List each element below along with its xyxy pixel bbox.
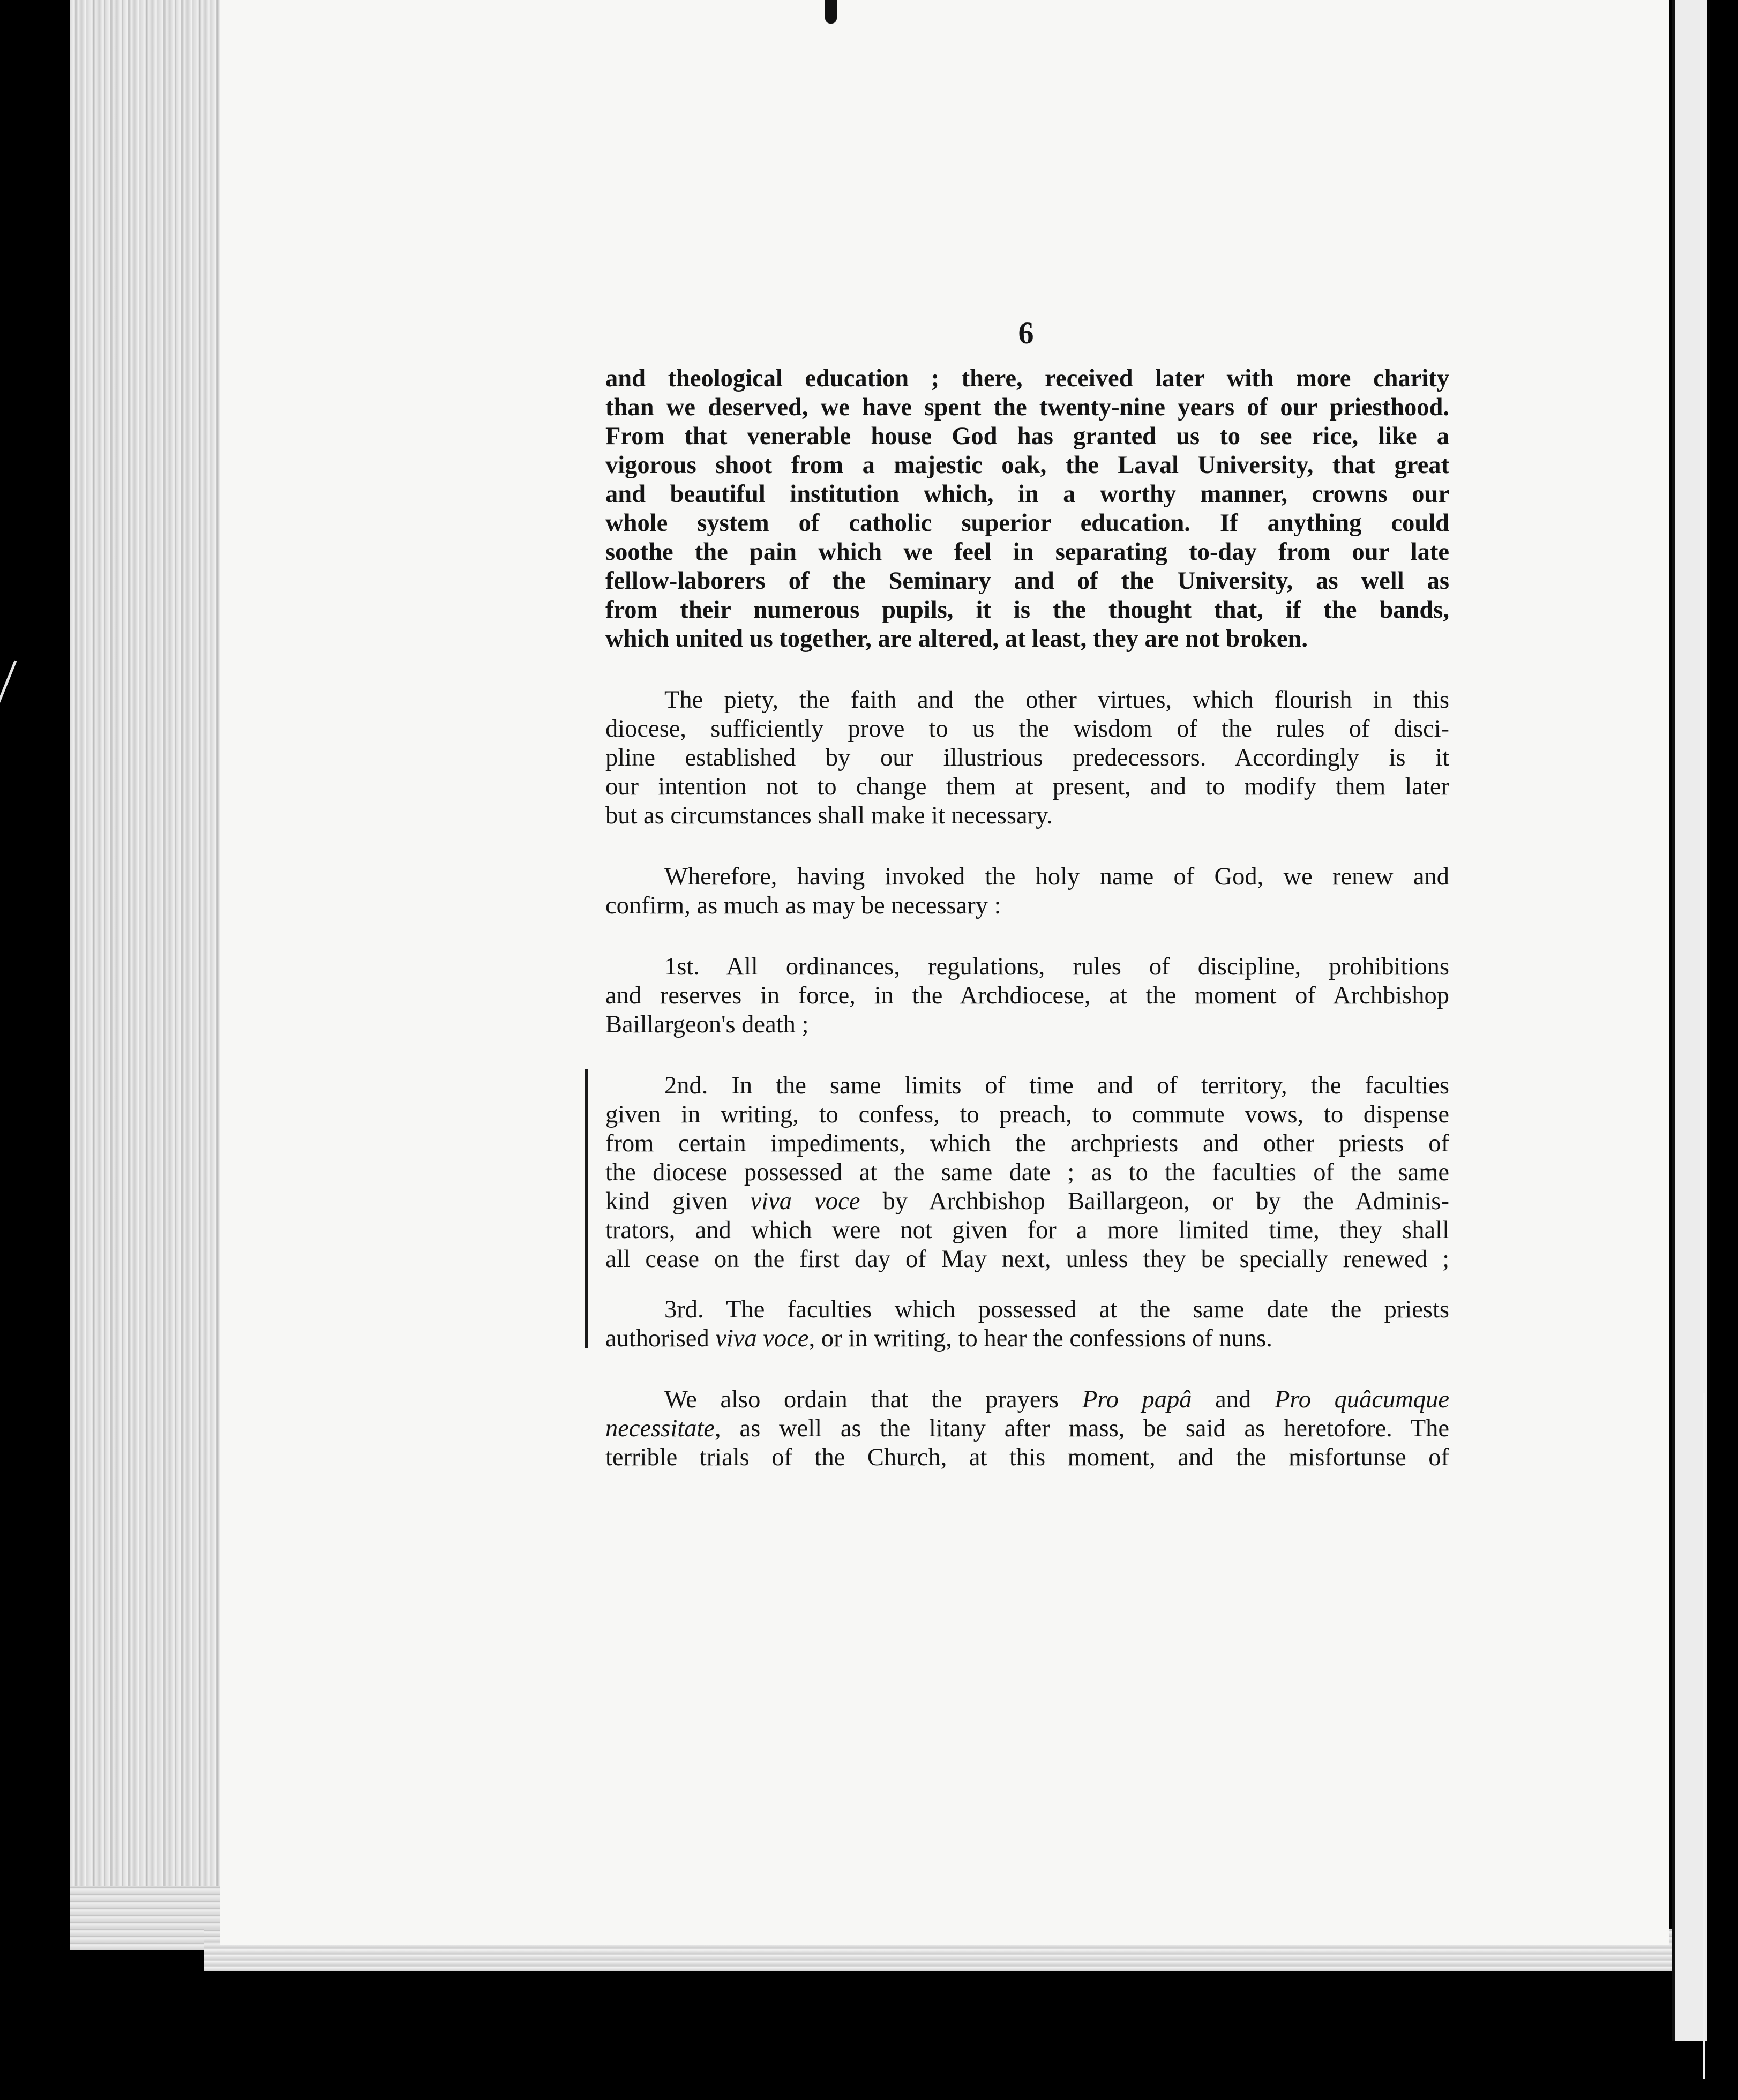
text-line: from their numerous pupils, it is the thought that, if the bands,	[605, 596, 1449, 624]
text-line: and theological education ; there, received later with more charity	[605, 365, 1449, 392]
text-line: than we deserved, we have spent the twenty-nine years of our priesthood.	[605, 394, 1449, 421]
text-line: kind given viva voce by Archbishop Baillargeon, or by the Adminis-	[605, 1188, 1450, 1215]
body-text	[605, 364, 1449, 1472]
paragraph	[605, 952, 1449, 1039]
text-line: vigorous shoot from a majestic oak, the Laval University, that great	[605, 452, 1449, 479]
text-line: and reserves in force, in the Archdiocese, at the moment of Archbishop	[605, 982, 1449, 1009]
paragraph	[605, 686, 1449, 830]
text-line: From that venerable house God has granted us to see rice, like a	[605, 423, 1449, 450]
text-line: soothe the pain which we feel in separating to-day from our late	[605, 538, 1449, 566]
text-line: We also ordain that the prayers Pro papâ and Pro quâcumque	[664, 1386, 1449, 1413]
page-number: 6	[1018, 316, 1034, 350]
text-line: whole system of catholic superior education. If anything could	[605, 509, 1449, 537]
margin-bracket	[585, 1069, 597, 1348]
text-line: pline established by our illustrious predecessors. Accordingly is it	[605, 744, 1449, 771]
text-line: Baillargeon's death ;	[605, 1011, 809, 1038]
text-line: the diocese possessed at the same date ; as to the faculties of the same	[605, 1159, 1449, 1186]
text-line: 2nd. In the same limits of time and of territory, the faculties	[664, 1072, 1449, 1099]
text-line: 1st. All ordinances, regulations, rules of discipline, prohibitions	[664, 953, 1449, 980]
page-edge-mark	[0, 661, 47, 738]
text-line: terrible trials of the Church, at this moment, and the misfortunse of	[605, 1444, 1449, 1471]
text-line: necessitate, as well as the litany after mass, be said as heretofore. The	[605, 1415, 1449, 1442]
ink-mark	[825, 0, 837, 24]
text-line: authorised viva voce, or in writing, to hear the confessions of nuns.	[605, 1325, 1272, 1352]
next-page-line	[1703, 1393, 1705, 2079]
text-line: but as circumstances shall make it necessary.	[605, 802, 1053, 829]
text-line: given in writing, to confess, to preach, to commute vows, to dispense	[605, 1101, 1449, 1128]
text-line: Wherefore, having invoked the holy name of God, we renew and	[664, 863, 1449, 890]
text-line: The piety, the faith and the other virtues, which flourish in this	[664, 686, 1449, 714]
paragraph	[605, 1295, 1449, 1353]
text-line: all cease on the first day of May next, unless they be specially renewed ;	[605, 1246, 1449, 1273]
text-line: diocese, sufficiently prove to us the wisdom of the rules of disci-	[605, 715, 1449, 742]
text-line: 3rd. The faculties which possessed at the same date the priests	[664, 1296, 1449, 1323]
paragraph	[605, 1385, 1449, 1472]
paragraph	[605, 364, 1449, 654]
paragraph	[605, 1071, 1449, 1274]
text-line: and beautiful institution which, in a worthy manner, crowns our	[605, 481, 1449, 508]
paragraph	[605, 862, 1449, 920]
text-line: from certain impediments, which the archpriests and other priests of	[605, 1130, 1449, 1157]
text-line: which united us together, are altered, at least, they are not broken.	[605, 625, 1308, 652]
text-line: trators, and which were not given for a more limited time, they shall	[605, 1217, 1449, 1244]
text-line: fellow-laborers of the Seminary and of the University, as well as	[605, 567, 1449, 595]
page-edges	[70, 0, 225, 1918]
text-line: confirm, as much as may be necessary :	[605, 892, 1001, 919]
next-page-edge	[1672, 0, 1707, 2041]
text-line: our intention not to change them at present, and to modify them later	[605, 773, 1449, 800]
